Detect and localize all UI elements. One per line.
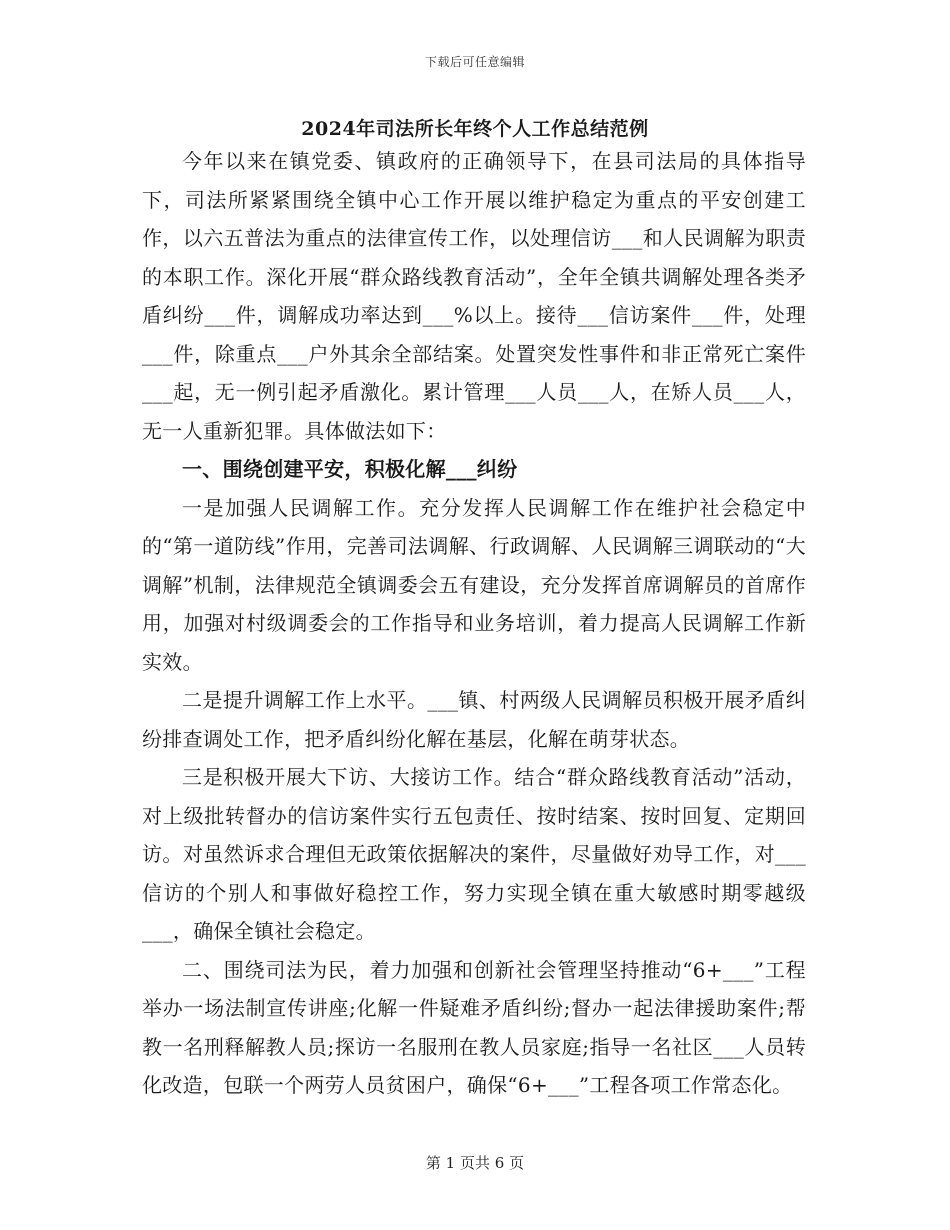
body-paragraph: 二、围绕司法为民，着力加强和创新社会管理坚持推动“6+___”工程举办一场法制宣传讲座;化解一件疑难矛盾纠纷;督办一起法律援助案件;帮教一名刑释解教人员;探访一名服刑在教人员家庭;指导一名社区___人员转化改造，包联一个两劳人员贫困户，确保“6+___”工程各项工作常态化。 <box>142 957 806 1097</box>
section-heading-1: 一、围绕创建平安，积极化解___纠纷 <box>182 457 518 481</box>
document-title: 2024年司法所长年终个人工作总结范例 <box>301 118 649 140</box>
body-paragraph: 一是加强人民调解工作。充分发挥人民调解工作在维护社会稳定中的“第一道防线”作用，完善司法调解、行政调解、人民调解三调联动的“大调解”机制，法律规范全镇调委会五有建设，充分发挥首席调解员的首席作用，加强对村级调委会的工作指导和业务培训，着力提高人民调解工作新实效。 <box>142 495 806 674</box>
document-body <box>142 142 806 1105</box>
page-number: 第 1 页共 6 页 <box>425 1154 525 1172</box>
intro-paragraph: 今年以来在镇党委、镇政府的正确领导下，在县司法局的具体指导下，司法所紧紧围绕全镇中心工作开展以维护稳定为重点的平安创建工作，以六五普法为重点的法律宣传工作，以处理信访___和人民调解为职责的本职工作。深化开展“群众路线教育活动”，全年全镇共调解处理各类矛盾纠纷___件，调解成功率达到___%以上。接待___信访案件___件，处理___件，除重点___户外其余全部结案。处置突发性事件和非正常死亡案件___起，无一例引起矛盾激化。累计管理___人员___人，在矫人员___人，无一人重新犯罪。具体做法如下： <box>142 149 806 443</box>
body-paragraph: 二是提升调解工作上水平。___镇、村两级人民调解员积极开展矛盾纠纷排查调处工作，把矛盾纠纷化解在基层，化解在萌芽状态。 <box>142 688 806 751</box>
body-paragraph: 三是积极开展大下访、大接访工作。结合“群众路线教育活动”活动，对上级批转督办的信访案件实行五包责任、按时结案、按时回复、定期回访。对虽然诉求合理但无政策依据解决的案件，尽量做好劝导工作，对___信访的个别人和事做好稳控工作，努力实现全镇在重大敏感时期零越级___，确保全镇社会稳定。 <box>142 765 806 943</box>
header-note: 下载后可任意编辑 <box>424 55 525 69</box>
